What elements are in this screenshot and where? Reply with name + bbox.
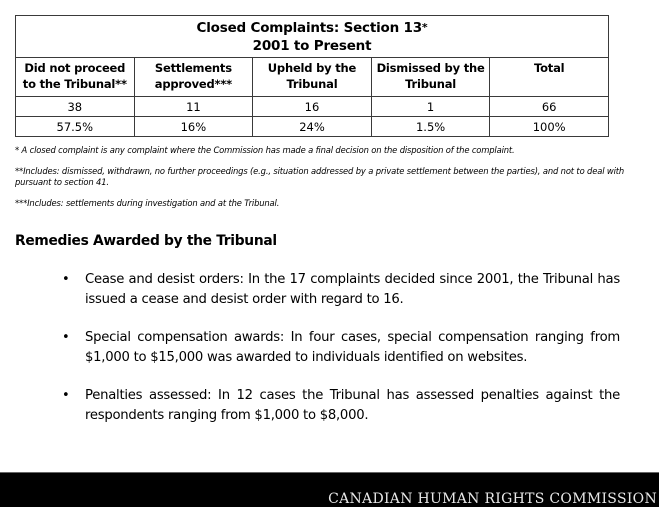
count-total: 66 [490,97,609,117]
footnote-closed-complaint: * A closed complaint is any complaint where the Commission has made a final decision on the disposition of the complaint. [15,145,515,155]
remedies-list [60,270,620,444]
header-line1: Settlements [154,61,232,75]
table-row-percentages [16,117,609,137]
footnote-did-not-proceed: **Includes: dismissed, withdrawn, no further proceedings (e.g., situation addressed by a private settlement between the parties), and not to deal with pursuant to section 41. [15,166,625,187]
header-line1: Dismissed by the [376,61,485,75]
table-title-line2: 2001 to Present [252,37,372,54]
organization-name: CANADIAN HUMAN RIGHTS COMMISSION [328,491,657,507]
remedy-cease-desist: Cease and desist orders: In the 17 complaints decided since 2001, the Tribunal has issued a cease and desist order with regard to 16. [85,272,620,307]
pct-dismissed: 1.5% [371,117,490,137]
header-total [490,58,609,97]
bullet-icon: • [62,388,70,403]
footnote-settlements: ***Includes: settlements during investigation and at the Tribunal. [15,198,280,208]
table-title [16,16,609,58]
title-asterisk: * [421,20,428,34]
count-dismissed: 1 [371,97,490,117]
header-line2: to the Tribunal** [22,77,127,91]
bullet-icon: • [62,272,70,287]
list-item [60,386,620,425]
table-title-line1: Closed Complaints: Section 13 [196,19,422,36]
table-row-counts [16,97,609,117]
header-line2: Tribunal [286,77,338,91]
list-item [60,328,620,367]
count-did-not-proceed: 38 [16,97,135,117]
pct-upheld: 24% [253,117,372,137]
pct-total: 100% [490,117,609,137]
header-line1: Did not proceed [24,61,126,75]
list-item [60,270,620,309]
remedies-heading: Remedies Awarded by the Tribunal [15,233,277,249]
header-line2: approved*** [154,77,232,91]
header-did-not-proceed [16,58,135,97]
header-upheld [253,58,372,97]
count-settlements: 11 [134,97,253,117]
header-settlements-approved [134,58,253,97]
pct-settlements: 16% [134,117,253,137]
table-header-row [16,58,609,97]
header-line2: Tribunal [405,77,457,91]
remedy-special-compensation: Special compensation awards: In four cases, special compensation ranging from $1,000 to $15,000 was awarded to individuals identified on websites. [85,330,620,365]
table-title-row [16,16,609,58]
header-dismissed [371,58,490,97]
footer-bar [0,472,659,507]
remedy-penalties: Penalties assessed: In 12 cases the Tribunal has assessed penalties against the respondents ranging from $1,000 to $8,000. [85,388,620,423]
header-line1: Upheld by the [267,61,357,75]
pct-did-not-proceed: 57.5% [16,117,135,137]
closed-complaints-table [15,15,609,137]
count-upheld: 16 [253,97,372,117]
bullet-icon: • [62,330,70,345]
header-line1: Total [533,61,565,75]
